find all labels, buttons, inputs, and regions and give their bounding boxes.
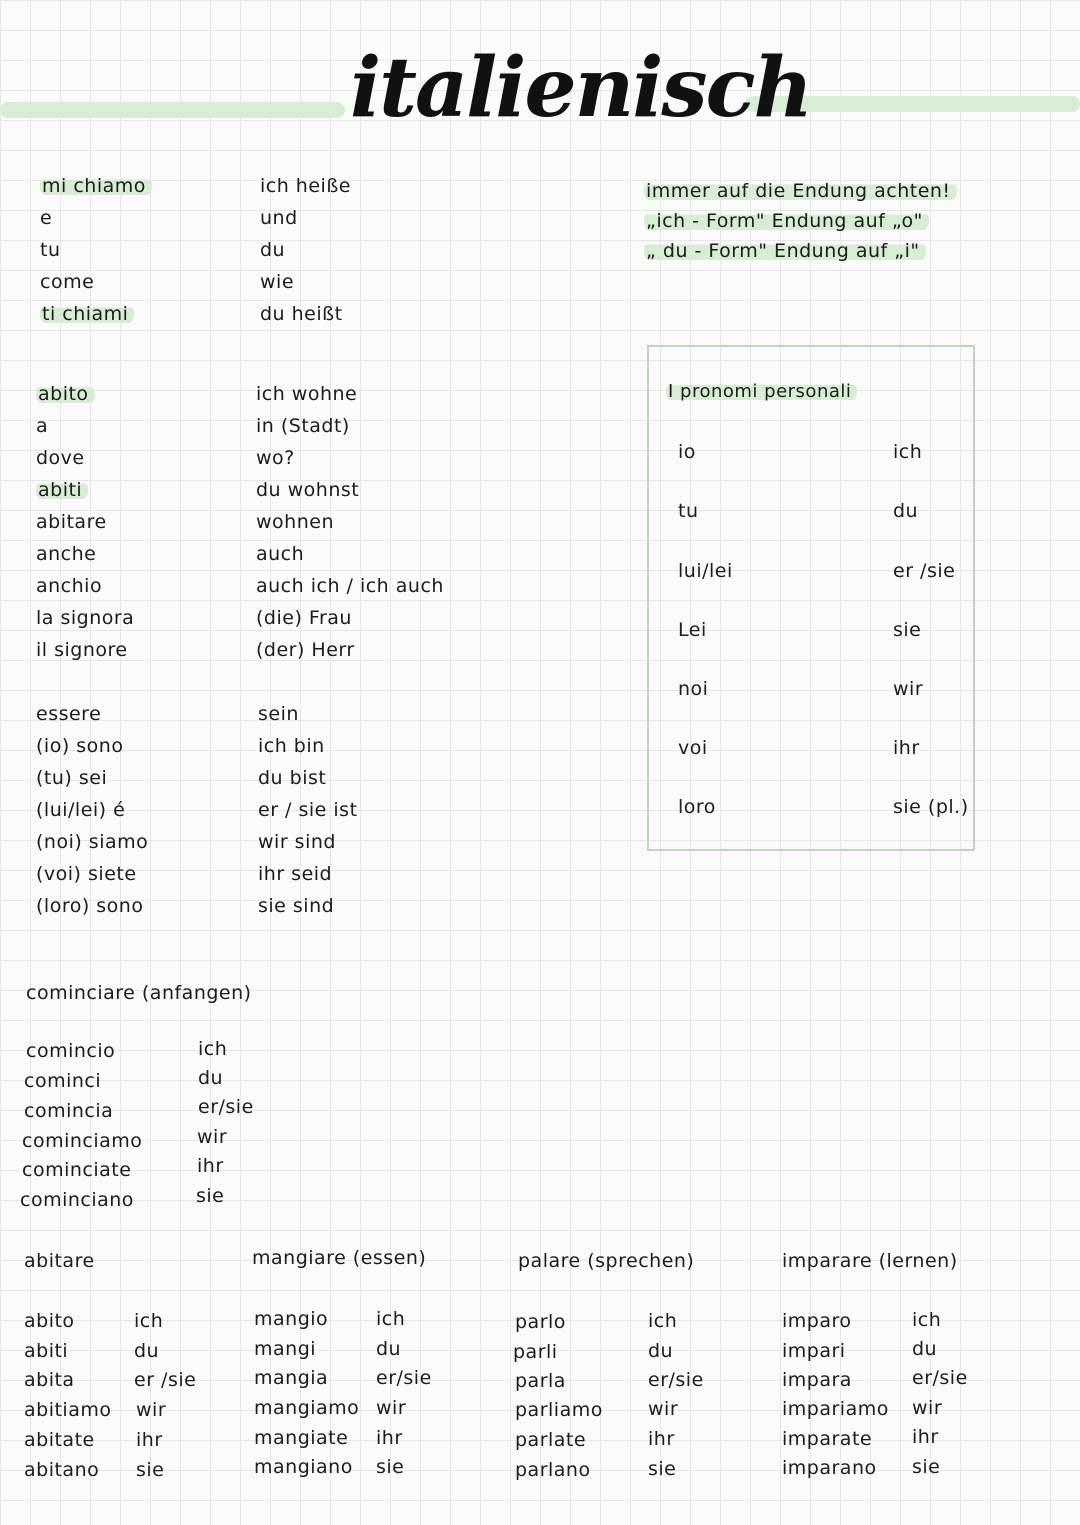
vocab-it: essere: [36, 703, 102, 725]
verb-form: impara: [782, 1369, 852, 1391]
verb-form: comincia: [24, 1100, 114, 1122]
vocab-it: (noi) siamo: [36, 831, 149, 853]
verb-pronoun: wir: [376, 1397, 407, 1419]
conjugation-heading: mangiare (essen): [252, 1247, 427, 1269]
vocab-de: und: [260, 207, 298, 229]
verb-pronoun: sie: [136, 1459, 165, 1481]
vocab-de: auch ich / ich auch: [256, 575, 444, 597]
vocab-de: wo?: [256, 447, 295, 469]
verb-form: comincio: [26, 1040, 116, 1062]
verb-form: cominciamo: [22, 1130, 143, 1152]
verb-pronoun: ihr: [912, 1426, 939, 1448]
vocab-de: wir sind: [258, 831, 336, 853]
pronouns-heading: I pronomi personali: [666, 381, 857, 402]
verb-pronoun: ich: [648, 1310, 678, 1332]
vocab-it: come: [40, 271, 95, 293]
verb-pronoun: sie: [376, 1456, 405, 1478]
vocab-de: du heißt: [260, 303, 343, 325]
verb-form: abiti: [24, 1340, 69, 1362]
vocab-it: mi chiamo: [40, 175, 152, 197]
vocab-it: anche: [36, 543, 97, 565]
vocab-de: wie: [260, 271, 295, 293]
pronoun-de: sie (pl.): [893, 796, 969, 818]
vocab-de: er / sie ist: [258, 799, 358, 821]
verb-form: mangiamo: [254, 1397, 360, 1419]
verb-pronoun: er /sie: [134, 1369, 197, 1391]
verb-pronoun: er/sie: [376, 1367, 432, 1389]
pronoun-it: noi: [678, 678, 709, 700]
verb-form: parli: [513, 1341, 558, 1363]
verb-pronoun: er/sie: [648, 1369, 704, 1391]
verb-pronoun: du: [134, 1340, 160, 1362]
vocab-de: ich wohne: [256, 383, 358, 405]
vocab-it: ti chiami: [40, 303, 134, 325]
vocab-de: wohnen: [256, 511, 334, 533]
verb-form: mangia: [254, 1367, 329, 1389]
pronoun-de: du: [893, 500, 919, 522]
verb-form: parlate: [515, 1429, 587, 1451]
vocab-it: a: [36, 415, 49, 437]
verb-pronoun: wir: [136, 1399, 167, 1421]
note-line: „ich - Form" Endung auf „o": [644, 210, 929, 232]
pronoun-de: ich: [893, 441, 923, 463]
pronouns-box: [647, 345, 975, 851]
verb-pronoun: du: [648, 1340, 674, 1362]
vocab-it: abitare: [36, 511, 107, 533]
verb-pronoun: wir: [197, 1126, 228, 1148]
vocab-de: ihr seid: [258, 863, 333, 885]
vocab-de: ich bin: [258, 735, 325, 757]
conjugation-heading: abitare: [24, 1250, 95, 1272]
verb-pronoun: er/sie: [912, 1367, 968, 1389]
verb-form: cominciano: [20, 1189, 134, 1211]
vocab-it: dove: [36, 447, 85, 469]
pronoun-it: loro: [678, 796, 716, 818]
verb-form: parlano: [515, 1459, 591, 1481]
pronoun-it: Lei: [678, 619, 707, 641]
verb-pronoun: sie: [648, 1458, 677, 1480]
verb-form: impari: [782, 1340, 846, 1362]
verb-pronoun: ihr: [136, 1429, 163, 1451]
pronoun-de: er /sie: [893, 560, 956, 582]
verb-pronoun: ihr: [197, 1155, 224, 1177]
verb-pronoun: du: [376, 1338, 402, 1360]
note-line: immer auf die Endung achten!: [644, 180, 957, 202]
verb-form: abita: [24, 1369, 75, 1391]
vocab-it: tu: [40, 239, 61, 261]
vocab-de: auch: [256, 543, 305, 565]
verb-form: imparate: [782, 1428, 873, 1450]
verb-pronoun: ich: [134, 1310, 164, 1332]
verb-form: parliamo: [515, 1399, 603, 1421]
cominciare-heading: cominciare (anfangen): [26, 982, 252, 1004]
verb-pronoun: ihr: [648, 1428, 675, 1450]
vocab-it: il signore: [36, 639, 128, 661]
verb-pronoun: wir: [912, 1397, 943, 1419]
vocab-it: e: [40, 207, 53, 229]
verb-pronoun: ich: [376, 1308, 406, 1330]
verb-form: abitate: [24, 1429, 95, 1451]
vocab-de: sein: [258, 703, 299, 725]
verb-form: cominciate: [22, 1159, 132, 1181]
verb-pronoun: ich: [912, 1309, 942, 1331]
pronoun-de: ihr: [893, 737, 920, 759]
verb-form: cominci: [24, 1070, 102, 1092]
vocab-de: du: [260, 239, 286, 261]
vocab-it: (io) sono: [36, 735, 124, 757]
vocab-de: du wohnst: [256, 479, 360, 501]
verb-pronoun: ich: [198, 1038, 228, 1060]
vocab-it: (lui/lei) é: [36, 799, 126, 821]
vocab-it: la signora: [36, 607, 135, 629]
pronoun-it: tu: [678, 500, 699, 522]
verb-form: imparo: [782, 1310, 852, 1332]
conjugation-heading: imparare (lernen): [782, 1250, 958, 1272]
verb-form: abito: [24, 1310, 75, 1332]
verb-pronoun: sie: [196, 1185, 225, 1207]
vocab-de: du bist: [258, 767, 327, 789]
vocab-de: (der) Herr: [256, 639, 355, 661]
verb-pronoun: du: [198, 1067, 224, 1089]
verb-form: abitano: [24, 1459, 100, 1481]
vocab-de: (die) Frau: [256, 607, 352, 629]
verb-pronoun: er/sie: [198, 1096, 254, 1118]
verb-form: mangiano: [254, 1456, 353, 1478]
pronoun-it: lui/lei: [678, 560, 733, 582]
verb-form: impariamo: [782, 1398, 889, 1420]
conjugation-heading: palare (sprechen): [518, 1250, 695, 1272]
verb-pronoun: du: [912, 1338, 938, 1360]
verb-form: parlo: [515, 1311, 566, 1333]
vocab-it: anchio: [36, 575, 103, 597]
vocab-it: abiti: [36, 479, 88, 501]
verb-form: parla: [515, 1370, 566, 1392]
verb-pronoun: sie: [912, 1456, 941, 1478]
note-line: „ du - Form" Endung auf „i": [644, 240, 926, 262]
verb-form: mangi: [254, 1338, 317, 1360]
pronoun-de: wir: [893, 678, 924, 700]
page-title: italienisch: [350, 40, 812, 136]
vocab-it: abito: [36, 383, 95, 405]
vocab-it: (voi) siete: [36, 863, 137, 885]
verb-form: mangio: [254, 1308, 329, 1330]
vocab-de: ich heiße: [260, 175, 351, 197]
verb-form: mangiate: [254, 1427, 349, 1449]
verb-pronoun: wir: [648, 1398, 679, 1420]
vocab-it: (loro) sono: [36, 895, 144, 917]
title-bar-left: [0, 102, 345, 118]
verb-form: abitiamo: [24, 1399, 112, 1421]
verb-form: imparano: [782, 1457, 877, 1479]
verb-pronoun: ihr: [376, 1427, 403, 1449]
vocab-it: (tu) sei: [36, 767, 108, 789]
vocab-de: in (Stadt): [256, 415, 350, 437]
pronoun-it: voi: [678, 737, 708, 759]
pronoun-it: io: [678, 441, 696, 463]
vocab-de: sie sind: [258, 895, 335, 917]
pronoun-de: sie: [893, 619, 922, 641]
